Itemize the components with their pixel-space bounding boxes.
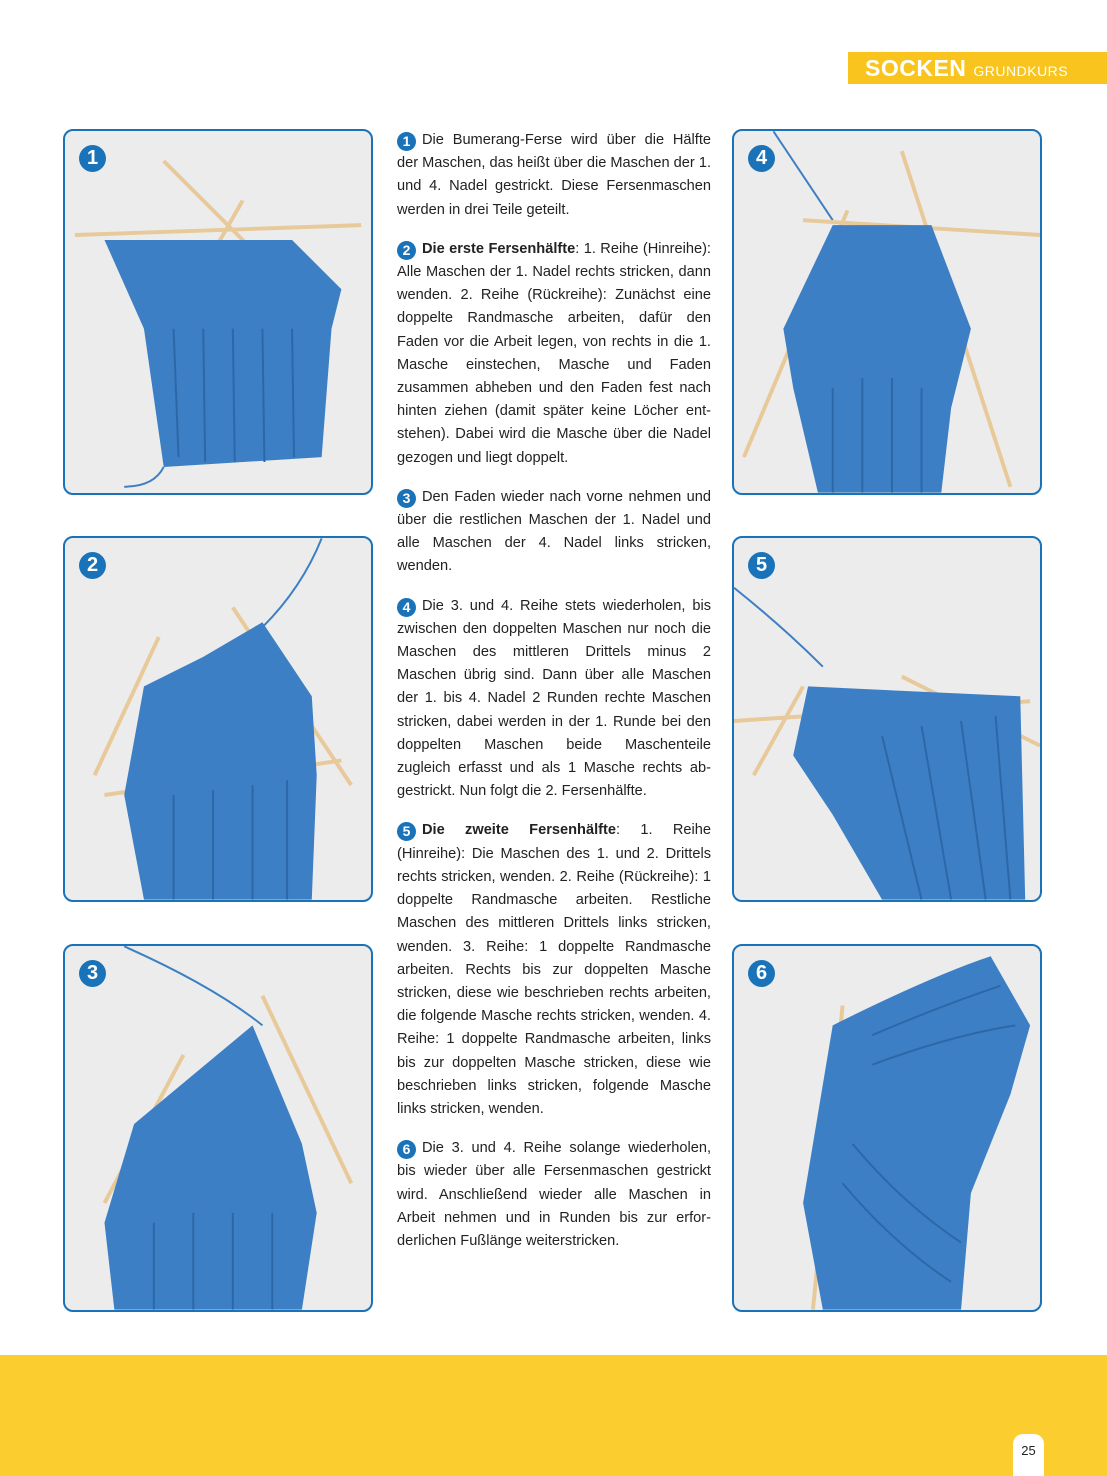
step-badge: 5 (748, 552, 775, 579)
step-paragraph-5 (397, 819, 711, 1121)
step-heading: Die erste Fersenhälfte (422, 240, 576, 257)
step-text: Die Bumerang-Ferse wird über die Hälfte der Maschen, das heißt über die Maschen der 1. und 4. Nadel gestrickt. Diese Fersenmaschen werden in drei Teile geteilt. (397, 132, 711, 218)
step-paragraph-6 (397, 1137, 711, 1253)
step-number: 6 (397, 1140, 416, 1159)
photo-step-2 (63, 536, 373, 902)
instructions-column (397, 129, 711, 1269)
step-paragraph-2 (397, 238, 711, 470)
step-paragraph-1 (397, 129, 711, 222)
page-number-tab (1013, 1434, 1044, 1476)
step-number: 1 (397, 132, 416, 151)
step-number: 4 (397, 598, 416, 617)
step-number: 3 (397, 489, 416, 508)
photo-step-3 (63, 944, 373, 1312)
sock-heel-step-photo-icon (65, 538, 371, 900)
step-number: 5 (397, 822, 416, 841)
step-heading: Die zweite Fersenhälfte (422, 822, 616, 839)
step-number: 2 (397, 241, 416, 260)
header-title: SOCKEN (865, 54, 967, 81)
sock-heel-step-photo-icon (734, 538, 1040, 900)
step-text: Die 3. und 4. Reihe stets wiederholen, bis zwischen den doppelten Maschen nur noch die Maschen des mittleren Drittels minus 2 Maschen übrig sind. Dann über alle Maschen der 1. bis 4. Nadel 2 Runden rechte Maschen stricken, dabei werden in der 1. Runde bei den doppelten Maschen beide Maschenteile zugleich erfasst und als 1 Masche rechts abgestrickt. Nun folgt die 2. Fersenhälfte. (397, 597, 711, 800)
photo-step-5 (732, 536, 1042, 902)
photo-step-6 (732, 944, 1042, 1312)
step-text: : 1. Reihe (Hinreihe): Die Maschen des 1. und 2. Drittels rechts stricken, wenden. 2. Reihe (Rückreihe): 1 doppelte Randmasche arbeiten. Restliche Maschen des mittleren Drittels links stricken, wenden. 3. Reihe: 1 doppelte Randmasche arbeiten. Rechts bis zur doppelten Masche stricken, diese wie beschrieben rechts arbeiten, die folgende Masche rechts stricken, wenden. 4. Reihe: 1 doppelte Randmasche arbeiten, links bis zur doppelten Masche stricken, diese wie beschrieben links stricken, folgende Masche links stricken, wenden. (397, 822, 711, 1117)
step-badge: 4 (748, 145, 775, 172)
sock-heel-step-photo-icon (65, 131, 371, 493)
step-badge: 1 (79, 145, 106, 172)
sock-heel-step-photo-icon (65, 946, 371, 1310)
sock-heel-step-photo-icon (734, 946, 1040, 1310)
header-subtitle: GRUNDKURS (973, 62, 1069, 79)
step-paragraph-3 (397, 486, 711, 579)
section-header (848, 52, 1107, 84)
photo-step-4 (732, 129, 1042, 495)
step-badge: 2 (79, 552, 106, 579)
step-badge: 3 (79, 960, 106, 987)
step-text: Die 3. und 4. Reihe solange wiederholen, bis wieder über alle Fersenmaschen gestrickt wird. Anschließend wieder alle Maschen in Arbeit nehmen und in Runden bis zur erforderlichen Fußlänge weiterstricken. (397, 1140, 711, 1249)
step-paragraph-4 (397, 595, 711, 804)
footer-band (0, 1355, 1107, 1476)
photo-step-1 (63, 129, 373, 495)
sock-heel-step-photo-icon (734, 131, 1040, 493)
step-text: : 1. Reihe (Hinreihe): Alle Maschen der 1. Nadel rechts stricken, dann wenden. 2. Reihe (Rückreihe): Zunächst eine doppelte Randmasche arbeiten, dafür den Faden vor die Arbeit legen, von rechts in die 1. Masche einstechen, Masche und Faden zusammen abheben und den Faden fest nach hinten ziehen (damit später keine Löcher entstehen). Dabei wird die Masche über die Nadel gezogen und liegt doppelt. (397, 240, 711, 466)
page-number: 25 (1021, 1443, 1036, 1458)
step-badge: 6 (748, 960, 775, 987)
step-text: Den Faden wieder nach vorne nehmen und über die restlichen Maschen der 1. Nadel und alle Maschen der 4. Nadel links stricken, wenden. (397, 488, 711, 575)
